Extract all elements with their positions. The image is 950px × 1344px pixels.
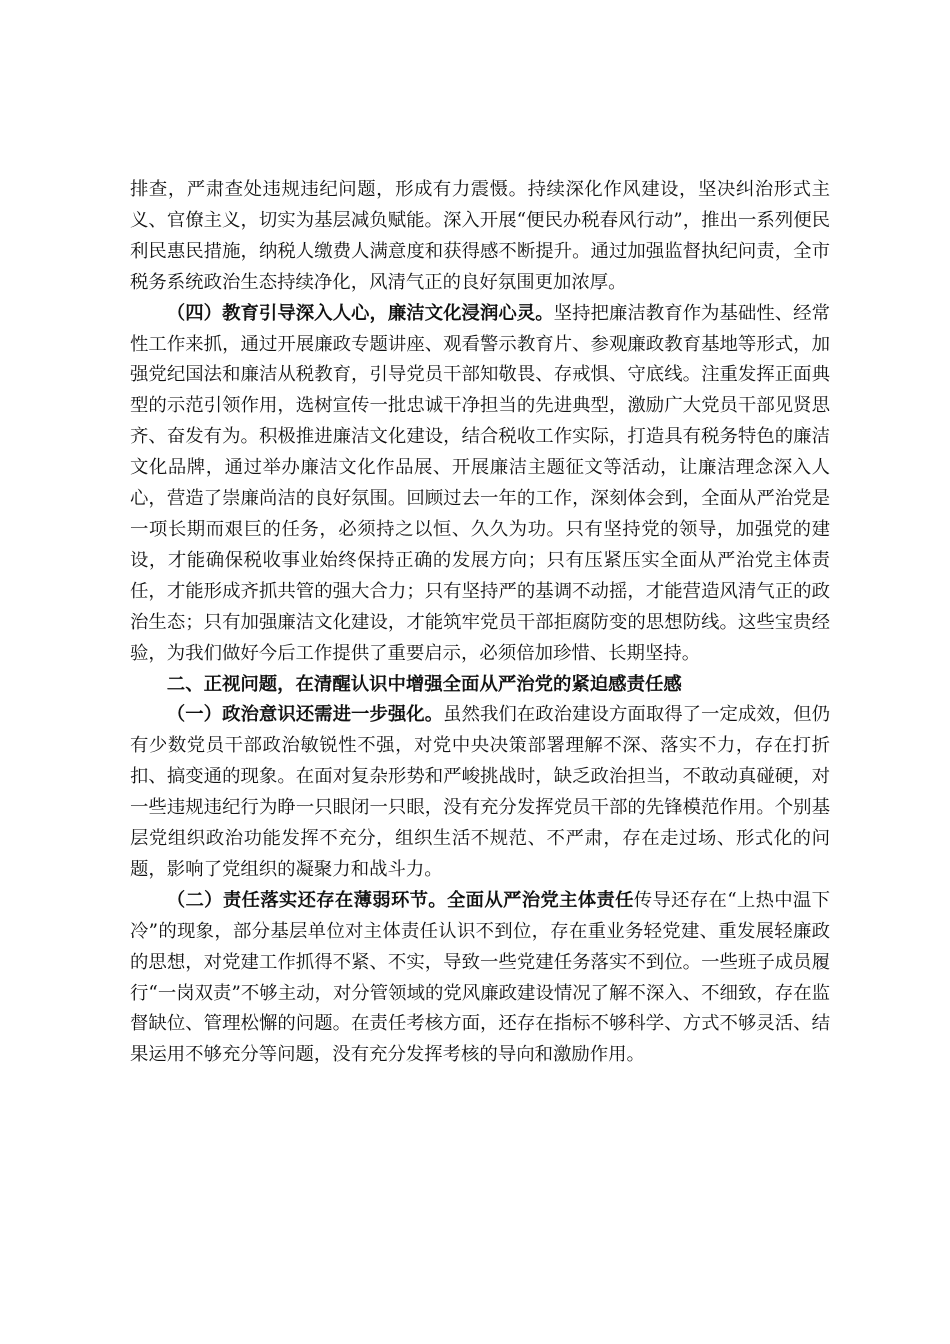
- paragraph-political-awareness: [130, 700, 830, 885]
- paragraph-text: 虽然我们在政治建设方面取得了一定成效，但仍有少数党员干部政治敏锐性不强，对党中央决策部署理解不深、落实不力，存在打折扣、搞变通的现象。在面对复杂形势和严峻挑战时，缺乏政治担当，不敢动真碰硬，对一些违规违纪行为睁一只眼闭一只眼，没有充分发挥党员干部的先锋模范作用。个别基层党组织政治功能发挥不充分，组织生活不规范、不严肃，存在走过场、形式化的问题，影响了党组织的凝聚力和战斗力。: [130, 704, 830, 880]
- section-heading: 二、正视问题，在清醒认识中增强全面从严治党的紧迫感责任感: [166, 673, 682, 695]
- paragraph-education: [130, 299, 830, 670]
- paragraph-responsibility: [130, 886, 830, 1071]
- paragraph-text: 传导还存在“上热中温下冷”的现象，部分基层单位对主体责任认识不到位，存在重业务轻党建、重发展轻廉政的思想，对党建工作抓得不紧、不实，导致一些党建任务落实不到位。一些班子成员履行“一岗双责”不够主动，对分管领域的党风廉政建设情况了解不深入、不细致，存在监督缺位、管理松懈的问题。在责任考核方面，还存在指标不够科学、方式不够灵活、结果运用不够充分等问题，没有充分发挥考核的导向和激励作用。: [130, 889, 830, 1066]
- paragraph-text: 坚持把廉洁教育作为基础性、经常性工作来抓，通过开展廉政专题讲座、观看警示教育片、参观廉政教育基地等形式，加强党纪国法和廉洁从税教育，引导党员干部知敬畏、存戒惧、守底线。注重发挥正面典型的示范引领作用，选树宣传一批忠诚干净担当的先进典型，激励广大党员干部见贤思齐、奋发有为。积极推进廉洁文化建设，结合税收工作实际，打造具有税务特色的廉洁文化品牌，通过举办廉洁文化作品展、开展廉洁主题征文等活动，让廉洁理念深入人心，营造了崇廉尚洁的良好氛围。回顾过去一年的工作，深刻体会到，全面从严治党是一项长期而艰巨的任务，必须持之以恒、久久为功。只有坚持党的领导，加强党的建设，才能确保税收事业始终保持正确的发展方向；只有压紧压实全面从严治党主体责任，才能形成齐抓共管的强大合力；只有坚持严的基调不动摇，才能营造风清气正的政治生态；只有加强廉洁文化建设，才能筑牢党员干部拒腐防变的思想防线。这些宝贵经验，为我们做好今后工作提供了重要启示，必须倍加珍惜、长期坚持。: [130, 302, 830, 664]
- paragraph-lead-heading: （二）责任落实还存在薄弱环节。全面从严治党主体责任: [166, 889, 634, 911]
- paragraph-lead-heading: （四）教育引导深入人心，廉洁文化浸润心灵。: [166, 302, 554, 324]
- paragraph-text: 排查，严肃查处违规违纪问题，形成有力震慑。持续深化作风建设，坚决纠治形式主义、官僚主义，切实为基层减负赋能。深入开展“便民办税春风行动”，推出一系列便民利民惠民措施，纳税人缴费人满意度和获得感不断提升。通过加强监督执纪问责，全市税务系统政治生态持续净化，风清气正的良好氛围更加浓厚。: [130, 179, 830, 293]
- paragraph-continuation: [130, 175, 830, 299]
- document-body: [130, 175, 830, 1071]
- paragraph-lead-heading: （一）政治意识还需进一步强化。: [166, 704, 444, 726]
